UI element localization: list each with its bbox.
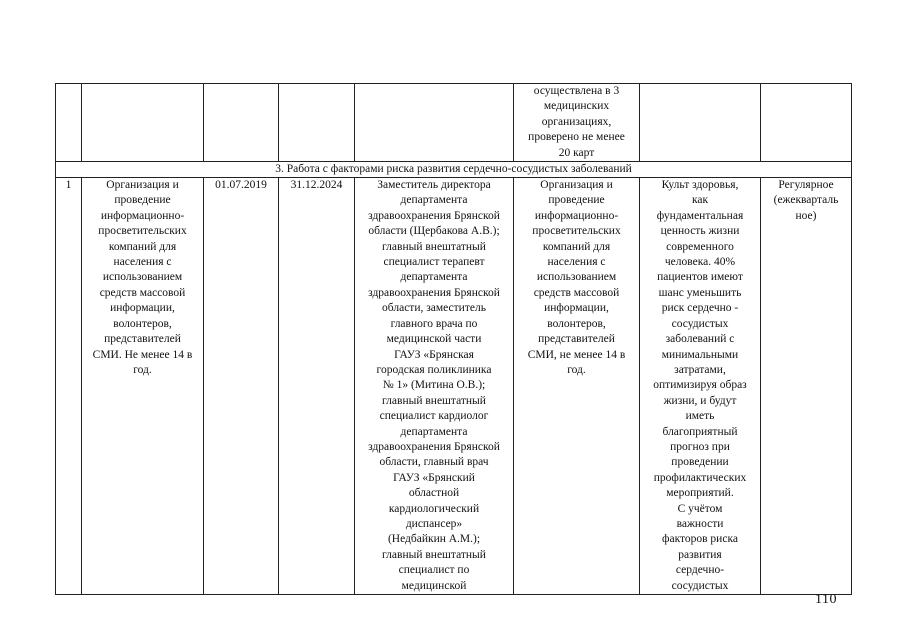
cell-result-continued: осуществлена в 3 медицинских организациях, проверено не менее 20 карт: [514, 84, 640, 162]
section-heading-row: [56, 162, 852, 178]
cell-effect-empty: [640, 84, 761, 162]
cell-end-empty: [279, 84, 355, 162]
cell-responsible-empty: [355, 84, 514, 162]
page-number: 110: [815, 592, 837, 607]
periodicity: Регулярное (ежекварталь ное): [761, 178, 852, 595]
table-row: [56, 178, 852, 595]
effect-description: Культ здоровья, как фундаментальная ценность жизни современного человека. 40% пациентов имеют шанс уменьшить риск сердечно - сосудистых заболеваний с минимальными затратами, оптимизируя образ жизни, и будут иметь благоприятный прогноз при проведении профилактических мероприятий. С учётом важности факторов риска развития сердечно- сосудистых: [640, 178, 761, 595]
section-heading: 3. Работа с факторами риска развития сердечно-сосудистых заболеваний: [56, 162, 852, 178]
cell-start-empty: [204, 84, 279, 162]
expected-result: Организация и проведение информационно- просветительских компаний для населения с использованием средств массовой информации, волонтеров, представителей СМИ, не менее 14 в год.: [514, 178, 640, 595]
cell-number-empty: [56, 84, 82, 162]
event-description: Организация и проведение информационно- просветительских компаний для населения с использованием средств массовой информации, волонтеров, представителей СМИ. Не менее 14 в год.: [82, 178, 204, 595]
table-row-continued: [56, 84, 852, 162]
row-number: 1: [56, 178, 82, 595]
cell-event-empty: [82, 84, 204, 162]
activities-table: [55, 83, 852, 595]
cell-periodicity-empty: [761, 84, 852, 162]
responsible-persons: Заместитель директора департамента здравоохранения Брянской области (Щербакова А.В.); главный внештатный специалист терапевт департамента здравоохранения Брянской области, заместитель главного врача по медицинской части ГАУЗ «Брянская городская поликлиника № 1» (Митина О.В.); главный внештатный специалист кардиолог департамента здравоохранения Брянской области, главный врач ГАУЗ «Брянский областной кардиологический диспансер» (Недбайкин А.М.); главный внештатный специалист по медицинской: [355, 178, 514, 595]
start-date: 01.07.2019: [204, 178, 279, 595]
end-date: 31.12.2024: [279, 178, 355, 595]
